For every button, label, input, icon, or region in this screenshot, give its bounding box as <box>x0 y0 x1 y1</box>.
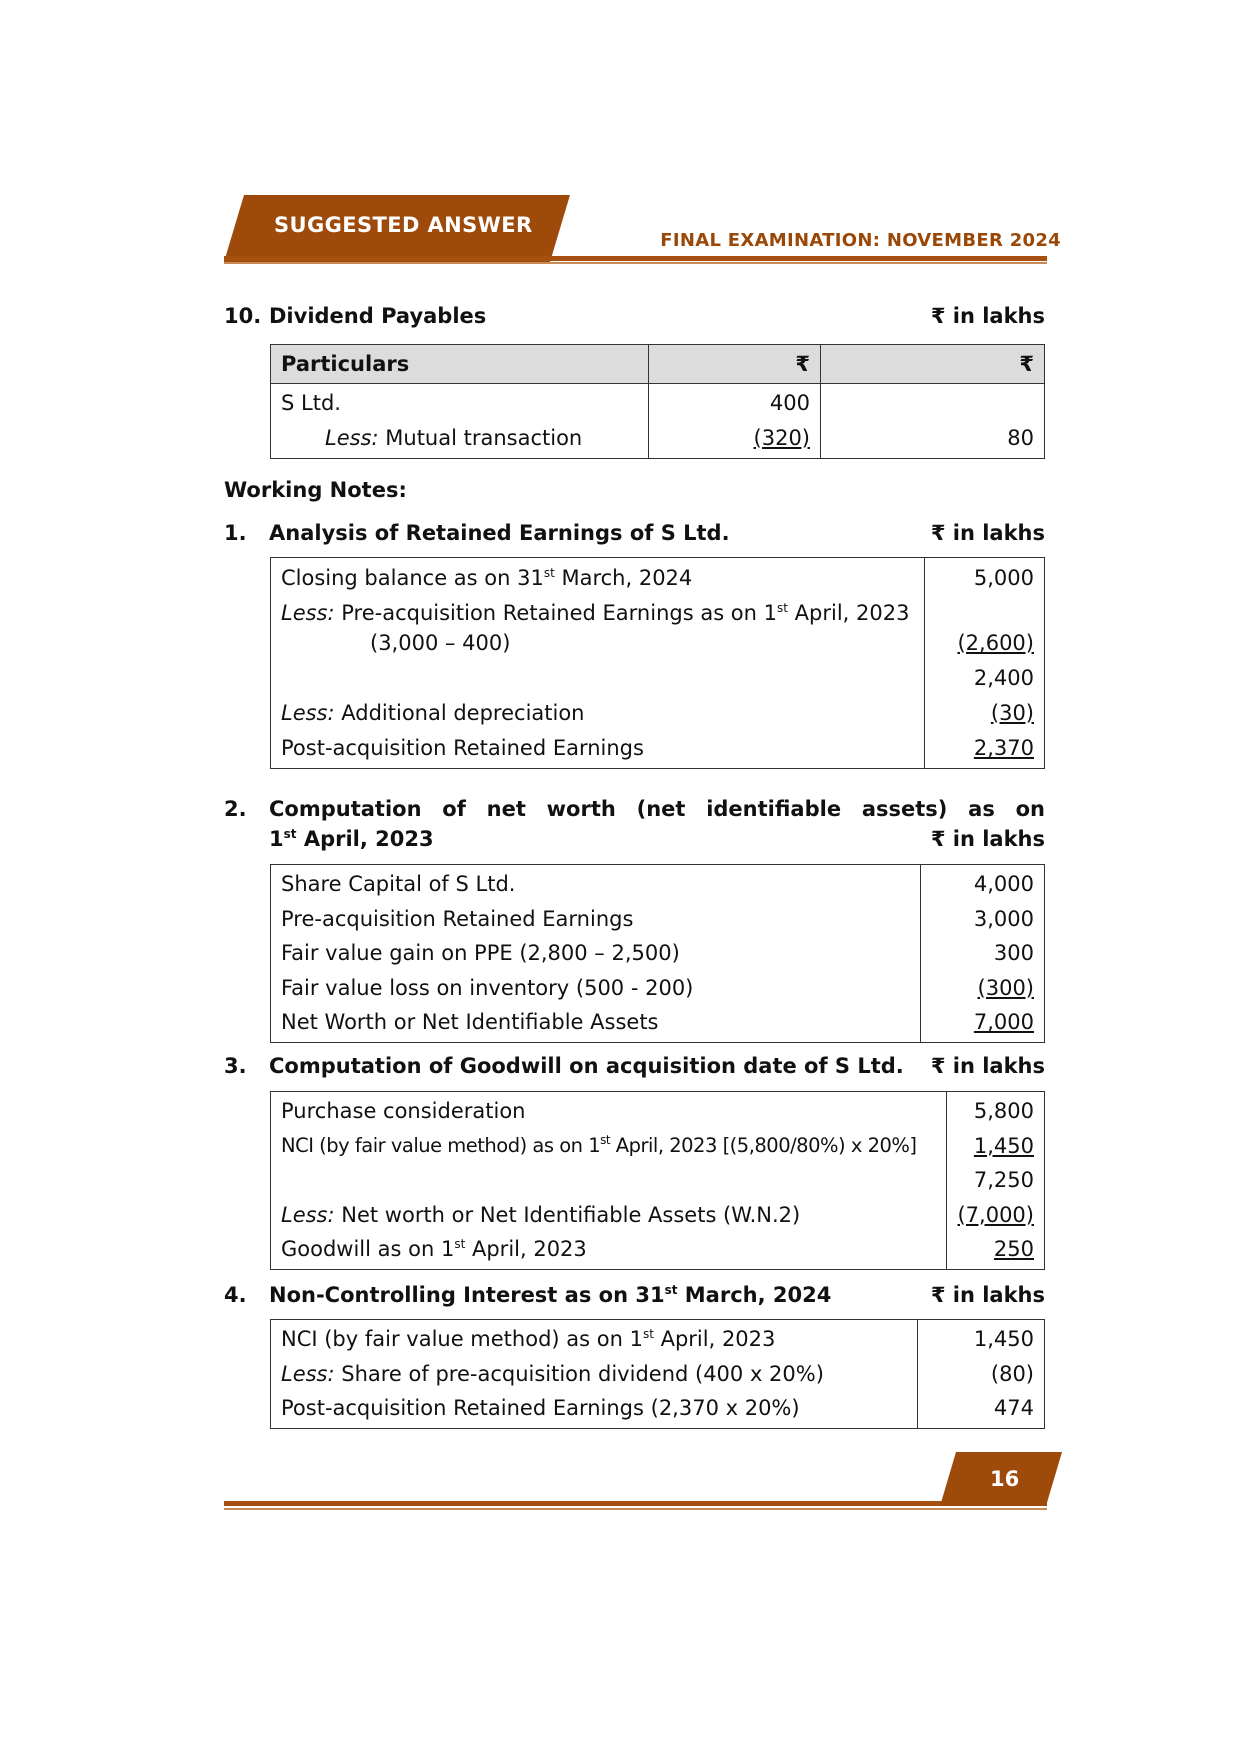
row-label: Less: Mutual transaction <box>325 426 583 450</box>
pre-acquisition-label: Less: Pre-acquisition Retained Earnings as on 1st April, 2023 <box>281 601 910 625</box>
footer-rule-thin <box>224 1508 1047 1510</box>
closing-balance-value: 5,000 <box>973 566 1034 590</box>
wn3-number: 3. <box>224 1054 247 1078</box>
column-header-rupee-1: ₹ <box>649 345 821 384</box>
purchase-consideration-label: Purchase consideration <box>281 1099 526 1123</box>
nci-value: 1,450 <box>973 1133 1034 1158</box>
subtotal-value: 7,250 <box>973 1168 1034 1192</box>
pre-acquisition-calc: (3,000 – 400) <box>370 631 511 655</box>
net-worth-less-value: (7,000) <box>957 1202 1034 1227</box>
net-worth-table <box>270 864 1045 1043</box>
row-total: 80 <box>1007 426 1034 450</box>
net-worth-less-label: Less: Net worth or Net Identifiable Assets (W.N.2) <box>281 1202 801 1227</box>
wn4-number: 4. <box>224 1283 247 1307</box>
wn1-unit: ₹ in lakhs <box>930 521 1045 545</box>
nci-label: NCI (by fair value method) as on 1st April, 2023 <box>281 1327 776 1351</box>
pre-acquisition-value: (2,600) <box>957 631 1034 655</box>
header-rule-thin <box>224 262 1047 264</box>
net-worth-value: 4,000 <box>973 872 1034 896</box>
q10-number: 10. <box>224 304 262 328</box>
goodwill-label: Goodwill as on 1st April, 2023 <box>281 1237 587 1261</box>
wn2-unit: ₹ in lakhs <box>930 827 1045 851</box>
working-notes-heading: Working Notes: <box>224 478 407 502</box>
retained-earnings-table <box>270 557 1045 769</box>
net-worth-label: Share Capital of S Ltd. <box>281 872 516 896</box>
net-worth-value: 3,000 <box>973 906 1034 931</box>
net-worth-value: (300) <box>977 975 1034 1000</box>
header-rule <box>224 256 1047 261</box>
header-tab-title: SUGGESTED ANSWER <box>274 213 533 237</box>
wn4-unit: ₹ in lakhs <box>930 1283 1045 1307</box>
table-row <box>271 384 1045 459</box>
pre-acquisition-dividend-value: (80) <box>990 1361 1034 1386</box>
additional-depreciation-label: Less: Additional depreciation <box>281 701 585 725</box>
wn2-number: 2. <box>224 797 247 821</box>
nci-table <box>270 1319 1045 1429</box>
wn3-unit: ₹ in lakhs <box>930 1054 1045 1078</box>
row-label: S Ltd. <box>281 391 341 415</box>
net-worth-label: Net Worth or Net Identifiable Assets <box>281 1010 659 1034</box>
net-worth-label: Pre-acquisition Retained Earnings <box>281 906 634 931</box>
pre-acquisition-dividend-label: Less: Share of pre-acquisition dividend (400 x 20%) <box>281 1361 824 1386</box>
nci-value: 1,450 <box>973 1327 1034 1351</box>
column-header-rupee-2: ₹ <box>821 345 1045 384</box>
net-worth-value: 300 <box>993 941 1034 965</box>
post-acquisition-label: Post-acquisition Retained Earnings (2,370 x 20%) <box>281 1396 800 1420</box>
additional-depreciation-value: (30) <box>990 701 1034 725</box>
wn2-date: 1st April, 2023 <box>269 827 434 851</box>
goodwill-value: 250 <box>993 1237 1034 1261</box>
goodwill-table <box>270 1091 1045 1270</box>
post-acquisition-value: 2,370 <box>973 736 1034 760</box>
column-header-particulars: Particulars <box>271 345 649 384</box>
wn1-title: Analysis of Retained Earnings of S Ltd. <box>269 521 730 545</box>
footer-rule <box>224 1501 1047 1506</box>
net-worth-value: 7,000 <box>973 1010 1034 1034</box>
exam-title: FINAL EXAMINATION: NOVEMBER 2024 <box>660 230 1061 251</box>
row-amount: (320) <box>753 426 810 450</box>
wn3-title: Computation of Goodwill on acquisition date of S Ltd. <box>269 1054 904 1078</box>
wn2-title: Computation of net worth (net identifiable assets) as on <box>269 797 1045 821</box>
wn4-title: Non-Controlling Interest as on 31st March, 2024 <box>269 1283 832 1307</box>
dividend-payables-table <box>270 344 1045 459</box>
q10-title: Dividend Payables <box>269 304 487 328</box>
post-acquisition-label: Post-acquisition Retained Earnings <box>281 736 644 760</box>
net-worth-label: Fair value loss on inventory (500 - 200) <box>281 975 694 1000</box>
subtotal-value: 2,400 <box>973 666 1034 690</box>
net-worth-label: Fair value gain on PPE (2,800 – 2,500) <box>281 941 680 965</box>
q10-unit: ₹ in lakhs <box>930 304 1045 328</box>
nci-label: NCI (by fair value method) as on 1st April, 2023 [(5,800/80%) x 20%] <box>281 1132 917 1157</box>
closing-balance-label: Closing balance as on 31st March, 2024 <box>281 566 693 590</box>
page-number: 16 <box>990 1467 1020 1491</box>
wn1-number: 1. <box>224 521 247 545</box>
row-amount: 400 <box>769 391 810 415</box>
post-acquisition-value: 474 <box>993 1396 1034 1420</box>
purchase-consideration-value: 5,800 <box>973 1099 1034 1123</box>
